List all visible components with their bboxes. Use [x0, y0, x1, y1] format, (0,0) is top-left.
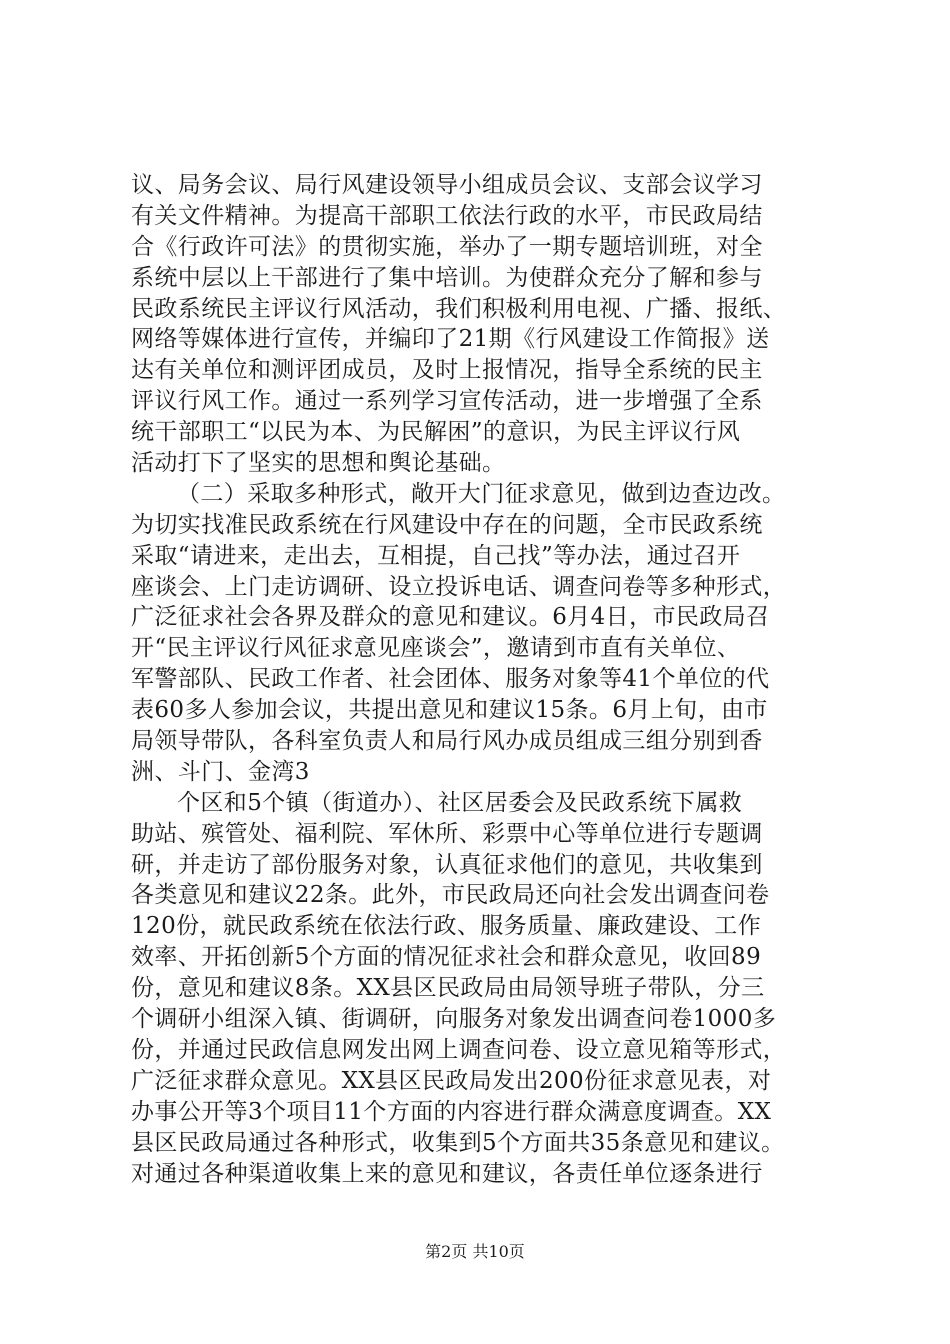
- text-line: 120份，就民政系统在依法行政、服务质量、廉政建设、工作: [131, 913, 762, 940]
- text-line: 民政系统民主评议行风活动，我们积极利用电视、广播、报纸、: [131, 295, 787, 322]
- text-line: 统干部职工“以民为本、为民解困”的意识，为民主评议行风: [131, 419, 741, 446]
- text-line: 采取“请进来，走出去，互相提，自己找”等办法，通过召开: [131, 542, 741, 569]
- text-line: 表60多人参加会议，共提出意见和建议15条。6月上旬，由市: [131, 697, 768, 724]
- text-line: 个调研小组深入镇、街调研，向服务对象发出调查问卷1000多: [131, 1006, 777, 1033]
- paragraph-start-line: 个区和5个镇（街道办）、社区居委会及民政系统下属救: [177, 789, 743, 816]
- text-line: 评议行风工作。通过一系列学习宣传活动，进一步增强了全系: [131, 388, 763, 415]
- text-line: 议、局务会议、局行风建设领导小组成员会议、支部会议学习: [131, 172, 763, 198]
- text-line: 洲、斗门、金湾3: [131, 758, 310, 785]
- text-line: 合《行政许可法》的贯彻实施，举办了一期专题培训班，对全: [131, 233, 763, 260]
- text-line: 活动打下了坚实的思想和舆论基础。: [131, 450, 506, 477]
- text-line: 开“民主评议行风征求意见座谈会”，邀请到市直有关单位、: [131, 635, 741, 662]
- section-heading-line: （二）采取多种形式，敞开大门征求意见，做到边查边改。: [177, 480, 786, 507]
- text-line: 广泛征求社会各界及群众的意见和建议。6月4日，市民政局召: [131, 604, 770, 631]
- text-line: 网络等媒体进行宣传，并编印了21期《行风建设工作简报》送: [131, 326, 770, 353]
- text-line: 效率、开拓创新5个方面的情况征求社会和群众意见，收回89: [131, 944, 762, 971]
- text-line: 座谈会、上门走访调研、设立投诉电话、调查问卷等多种形式，: [131, 573, 787, 600]
- page-number-footer: 第2页 共10页: [425, 1242, 525, 1261]
- text-line: 助站、殡管处、福利院、军休所、彩票中心等单位进行专题调: [131, 820, 763, 847]
- text-line: 局领导带队，各科室负责人和局行风办成员组成三组分别到香: [131, 728, 763, 755]
- text-line: 各类意见和建议22条。此外，市民政局还向社会发出调查问卷: [131, 882, 770, 909]
- document-body: [131, 170, 853, 1189]
- text-line: 达有关单位和测评团成员，及时上报情况，指导全系统的民主: [131, 357, 763, 384]
- text-line: 系统中层以上干部进行了集中培训。为使群众充分了解和参与: [131, 264, 763, 291]
- text-line: 为切实找准民政系统在行风建设中存在的问题，全市民政系统: [131, 511, 763, 538]
- text-line: 县区民政局通过各种形式，收集到5个方面共35条意见和建议。: [131, 1129, 785, 1156]
- text-line: 份，意见和建议8条。XX县区民政局由局领导班子带队，分三: [131, 975, 765, 1002]
- text-line: 广泛征求群众意见。XX县区民政局发出200份征求意见表，对: [131, 1067, 772, 1094]
- text-line: 份，并通过民政信息网发出网上调查问卷、设立意见箱等形式，: [131, 1036, 787, 1063]
- text-line: 对通过各种渠道收集上来的意见和建议，各责任单位逐条进行: [131, 1160, 763, 1187]
- text-line: 办事公开等3个项目11个方面的内容进行群众满意度调查。XX: [131, 1098, 772, 1125]
- text-line: 有关文件精神。为提高干部职工依法行政的水平，市民政局结: [131, 202, 763, 229]
- text-line: 研，并走访了部份服务对象，认真征求他们的意见，共收集到: [131, 851, 763, 878]
- text-line: 军警部队、民政工作者、社会团体、服务对象等41个单位的代: [131, 666, 770, 693]
